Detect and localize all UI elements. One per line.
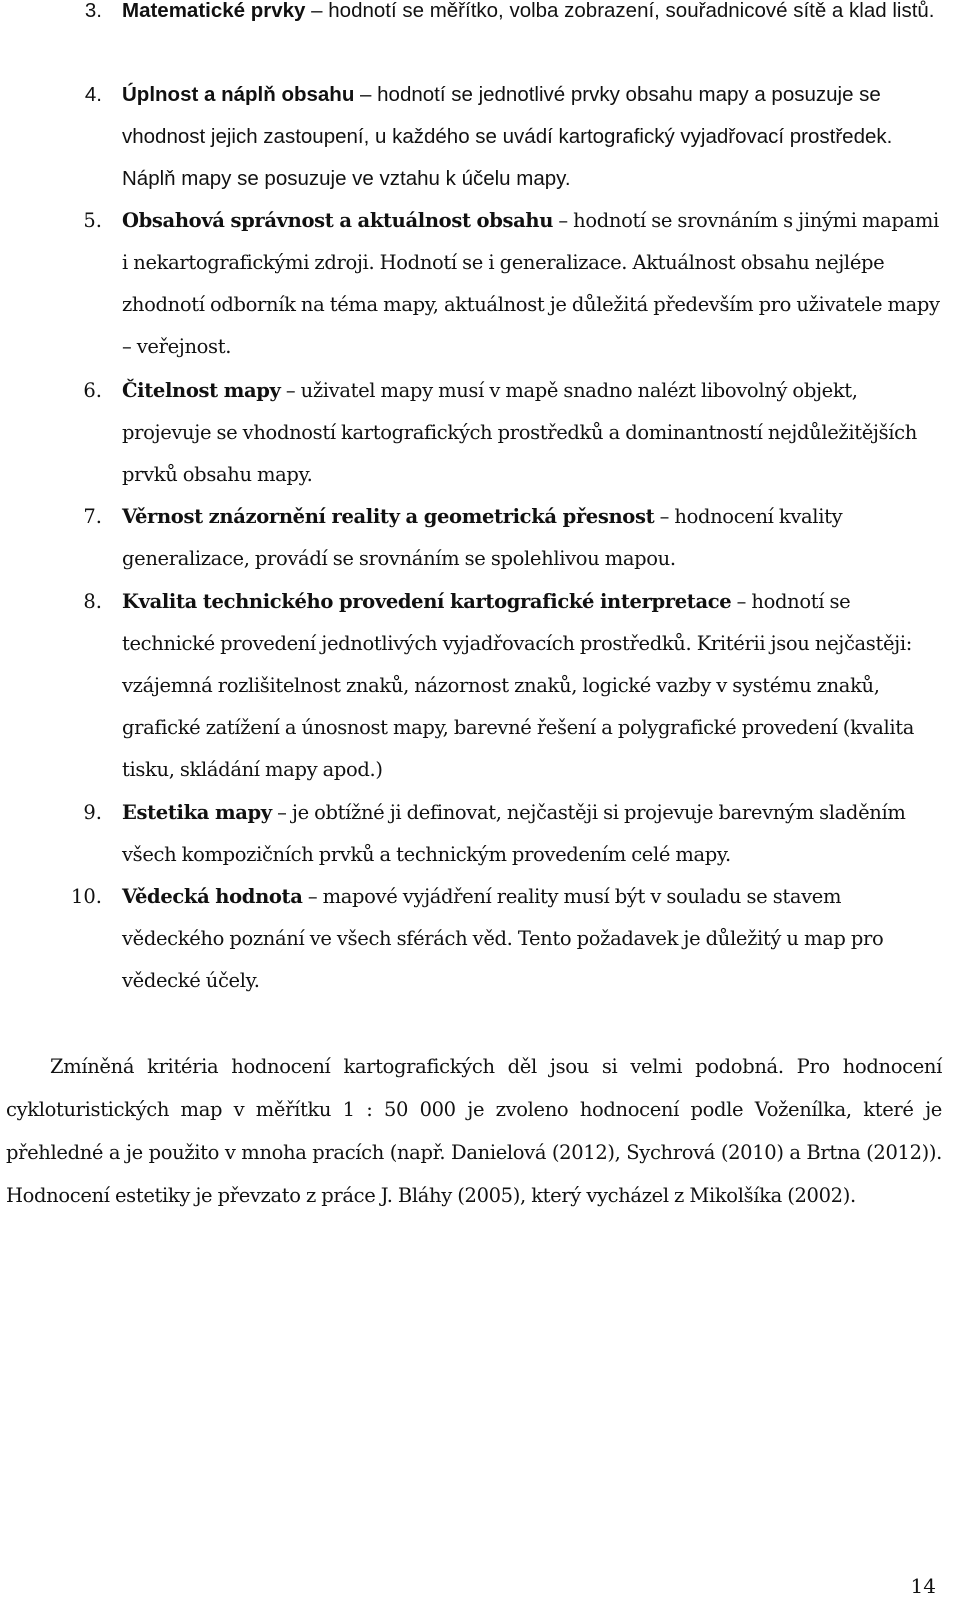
item-description: – uživatel mapy musí v mapě snadno nalézt libovolný objekt, projevuje se vhodností kartografických prostředků a dominantností nejdůležitějších prvků obsahu mapy. [122, 379, 917, 486]
body-paragraph: Zmíněná kritéria hodnocení kartografických děl jsou si velmi podobná. Pro hodnocení cykloturistických map v měřítku 1 : 50 000 je zvoleno hodnocení podle Voženílka, které je přehledné a je použito v mnoha pracích (např. Danielová (2012), Sychrová (2010) a Brtna (2012)). Hodnocení estetiky je převzato z práce J. Bláhy (2005), který vycházel z Mikolšíka (2002). [6, 1055, 942, 1207]
item-description: – je obtížné ji definovat, nejčastěji si projevuje barevným sladěním všech kompozičních prvků a technickým provedením celé mapy. [122, 801, 906, 866]
item-description: – mapové vyjádření reality musí být v souladu se stavem vědeckého poznání ve všech sférách věd. Tento požadavek je důležitý u map pro vědecké účely. [122, 885, 884, 992]
item-number: 3. [84, 0, 102, 22]
item-description: – hodnotí se měřítko, volba zobrazení, souřadnicové sítě a klad listů. [305, 0, 935, 22]
item-term: Matematické prvky [122, 0, 306, 22]
item-term: Vědecká hodnota [122, 885, 303, 908]
item-text [122, 792, 940, 876]
item-term: Věrnost znázornění reality a geometrická přesnost [122, 505, 655, 528]
item-number: 5. [83, 209, 102, 232]
item-text [122, 74, 940, 200]
item-number: 10. [70, 885, 102, 908]
item-term: Estetika mapy [122, 801, 272, 824]
item-term: Kvalita technického provedení kartografické interpretace [122, 590, 732, 613]
item-term: Obsahová správnost a aktuálnost obsahu [122, 209, 554, 232]
item-text [122, 876, 940, 1002]
item-number: 8. [83, 590, 102, 613]
item-number: 6. [83, 379, 102, 402]
item-text [122, 0, 940, 32]
item-text [122, 496, 940, 580]
item-description: – hodnotí se jednotlivé prvky obsahu mapy a posuzuje se vhodnost jejich zastoupení, u každého se uvádí kartografický vyjadřovací prostředek. Náplň mapy se posuzuje ve vztahu k účelu mapy. [122, 83, 893, 190]
page-number: 14 [910, 1574, 936, 1598]
item-description: – hodnocení kvality generalizace, provádí se srovnáním se spolehlivou mapou. [122, 505, 843, 570]
item-text [122, 581, 940, 791]
item-description: – hodnotí se technické provedení jednotlivých vyjadřovacích prostředků. Kritérii jsou nejčastěji: vzájemná rozlišitelnost znaků, názornost znaků, logické vazby v systému znaků, grafické zatížení a únosnost mapy, barevné řešení a polygrafické provedení (kvalita tisku, skládání mapy apod.) [122, 590, 915, 781]
item-text [122, 200, 940, 368]
item-number: 7. [83, 505, 102, 528]
item-text [122, 370, 940, 496]
item-term: Úplnost a náplň obsahu [122, 83, 355, 106]
item-description: – hodnotí se srovnáním s jinými mapami i nekartografickými zdroji. Hodnotí se i generalizace. Aktuálnost obsahu nejlépe zhodnotí odborník na téma mapy, aktuálnost je důležitá především pro uživatele mapy – veřejnost. [122, 209, 940, 358]
item-number: 4. [84, 83, 102, 106]
item-term: Čitelnost mapy [122, 379, 281, 402]
item-number: 9. [83, 801, 102, 824]
